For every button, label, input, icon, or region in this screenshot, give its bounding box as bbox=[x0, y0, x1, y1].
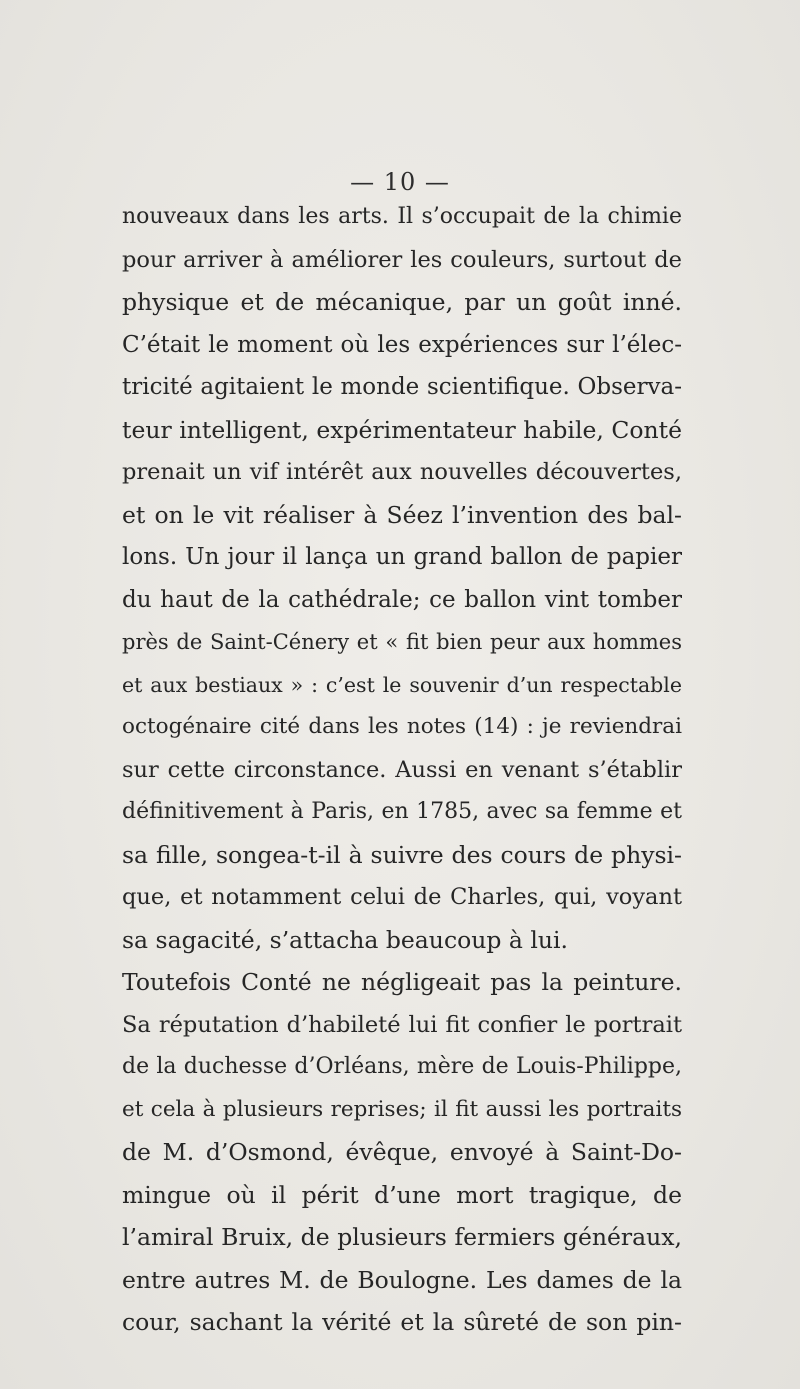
text-line: sa fille, songea-t-il à suivre des cours de physi- bbox=[122, 840, 682, 869]
text-line: teur intelligent, expérimentateur habile, Conté bbox=[122, 415, 682, 444]
text-line: près de Saint-Cénery et « fit bien peur aux hommes bbox=[122, 630, 682, 654]
text-line: Sa réputation d’habileté lui fit confier le portrait bbox=[122, 1011, 682, 1038]
text-line: définitivement à Paris, en 1785, avec sa femme et bbox=[122, 799, 682, 824]
text-line: cour, sachant la vérité et la sûreté de son pin- bbox=[122, 1308, 682, 1336]
text-line: de la duchesse d’Orléans, mère de Louis-Philippe, bbox=[122, 1054, 682, 1079]
text-line: sa sagacité, s’attacha beaucoup à lui. bbox=[122, 925, 569, 954]
text-line: sur cette circonstance. Aussi en venant s’établir bbox=[122, 756, 682, 783]
text-line: et aux bestiaux » : c’est le souvenir d’un respectable bbox=[122, 672, 682, 697]
text-line: Toutefois Conté ne négligeait pas la peinture. bbox=[122, 968, 682, 996]
text-line: mingue où il périt d’une mort tragique, de bbox=[122, 1180, 682, 1209]
text-line: tricité agitaient le monde scientifique. Observa- bbox=[122, 374, 682, 400]
text-line: l’amiral Bruix, de plusieurs fermiers généraux, bbox=[122, 1223, 682, 1251]
text-line: et on le vit réaliser à Séez l’invention des bal- bbox=[122, 500, 682, 529]
text-line: prenait un vif intérêt aux nouvelles découvertes, bbox=[122, 459, 682, 485]
text-line: physique et de mécanique, par un goût inné. bbox=[122, 288, 682, 316]
text-line: du haut de la cathédrale; ce ballon vint tomber bbox=[122, 586, 682, 613]
text-line: de M. d’Osmond, évêque, envoyé à Saint-Do- bbox=[122, 1138, 682, 1166]
text-line: nouveaux dans les arts. Il s’occupait de la chimie bbox=[122, 204, 682, 229]
text-line: octogénaire cité dans les notes (14) : je reviendrai bbox=[122, 714, 682, 739]
text-line: entre autres M. de Boulogne. Les dames de la bbox=[122, 1265, 682, 1294]
text-line: lons. Un jour il lança un grand ballon de papier bbox=[122, 544, 682, 570]
text-line: et cela à plusieurs reprises; il fit aussi les portraits bbox=[122, 1096, 682, 1122]
body-text bbox=[122, 196, 682, 1344]
page-number: — 10 — bbox=[350, 168, 450, 196]
text-line: C’était le moment où les expériences sur l’élec- bbox=[122, 331, 682, 358]
text-line: que, et notamment celui de Charles, qui, voyant bbox=[122, 884, 682, 910]
text-line: pour arriver à améliorer les couleurs, surtout de bbox=[122, 246, 682, 273]
